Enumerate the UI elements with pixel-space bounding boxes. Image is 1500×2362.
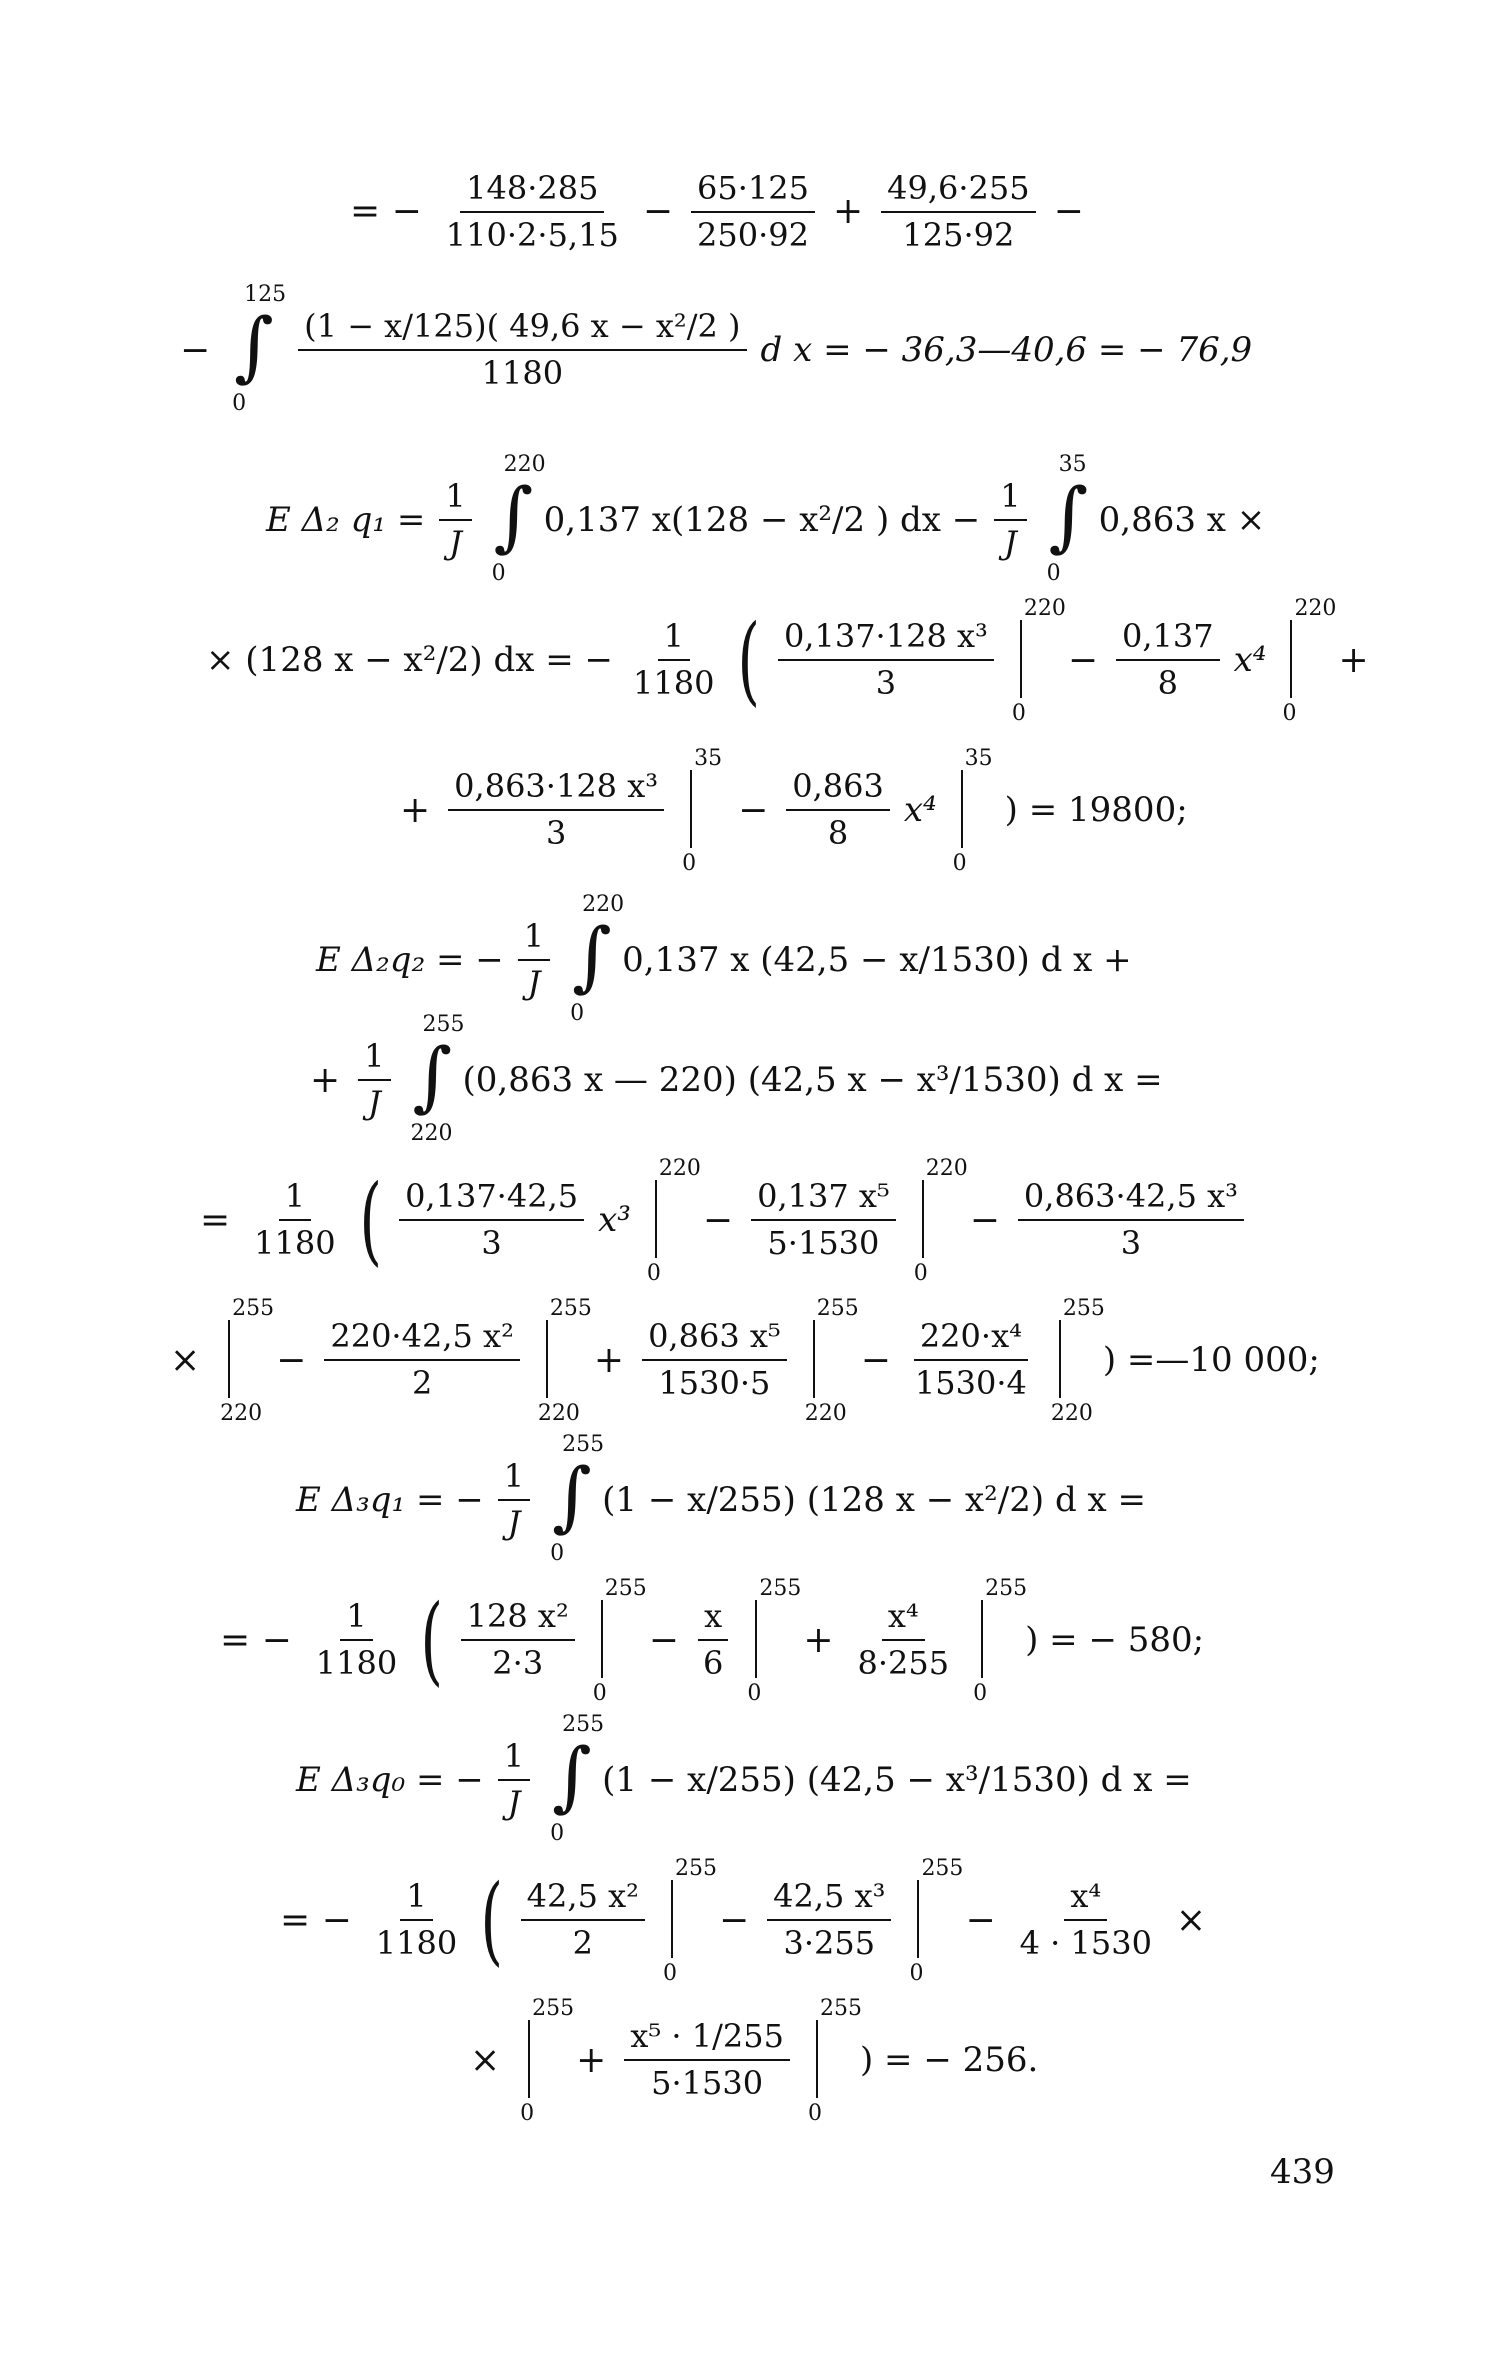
fraction: $\frac{\text{0,137·128 x³}}{3}$	[778, 618, 994, 702]
fraction: $\frac{0,137\cdot 42,5}{3}$	[399, 1178, 584, 1262]
evaluation-bar: 255 0	[662, 1856, 717, 1986]
evaluation-bar: 220 0	[1282, 596, 1337, 726]
variable: x⁴	[903, 790, 937, 830]
operator: −	[276, 1339, 307, 1381]
evaluation-bar: 255 220	[804, 1296, 859, 1426]
operator: +	[593, 1339, 625, 1381]
evaluation-bar: 255 220	[1050, 1296, 1105, 1426]
operator: +	[310, 1059, 341, 1101]
fraction: $\frac{0,863}{8}$	[786, 768, 890, 852]
integral-sign: 255 ∫ 0	[550, 1712, 605, 1846]
equation-line-4	[200, 596, 1379, 726]
lhs: E Δ₃q₁ = −	[296, 1480, 484, 1520]
fraction: $\frac{1}{J}$	[498, 1738, 530, 1822]
fraction: $\frac{\text{42,5 x³}}{3\cdot 255}$	[767, 1878, 891, 1962]
operator: −	[1067, 639, 1099, 681]
variable: x³	[598, 1200, 631, 1240]
operator: +	[576, 2039, 607, 2081]
equation-line-6	[310, 892, 1138, 1026]
result-text: d x = − 36,3—40,6 = − 76,9	[760, 330, 1253, 370]
integrand: 0,137 x(128 − x²/2 ) dx −	[543, 500, 981, 540]
fraction: $\frac{\text{(1 − x/125)( 49,6 x − x²/2 )}}{1180}$	[298, 308, 746, 392]
equation-line-10	[290, 1432, 1152, 1566]
operator: −	[738, 789, 769, 831]
operator: −	[860, 1339, 891, 1381]
left-paren: (	[359, 1164, 382, 1276]
integral-sign: 255 ∫ 0	[550, 1432, 605, 1566]
lhs: E Δ₃q₀ = −	[296, 1760, 484, 1800]
result-text: ) =—10 000;	[1102, 1340, 1320, 1380]
prefix: = −	[350, 191, 422, 233]
lhs: E Δ₂ q₁ =	[266, 500, 426, 540]
operator: +	[400, 789, 431, 831]
lhs: × (128 x − x²/2) dx = −	[206, 640, 614, 680]
equation-line-11	[210, 1576, 1210, 1706]
integral-sign: 220 ∫ 0	[570, 892, 625, 1026]
fraction: $\frac{\text{42,5 x²}}{2}$	[521, 1878, 645, 1962]
fraction: $\frac{0,137}{8}$	[1116, 618, 1220, 702]
operator: = −	[280, 1899, 352, 1941]
fraction: $\frac{x}{6}$	[697, 1598, 729, 1682]
evaluation-bar: 255 0	[909, 1856, 964, 1986]
fraction: $\frac{1}{1180}$	[315, 1597, 398, 1682]
evaluation-bar: 35 0	[682, 746, 723, 876]
fraction: $\frac{\text{x⁵ · 1/255}}{5\cdot 1530}$	[624, 2018, 790, 2102]
operator: +	[832, 191, 864, 233]
fraction: $\frac{\text{0,863·42,5 x³}}{3}$	[1018, 1178, 1244, 1262]
result-text: ) = − 580;	[1025, 1620, 1205, 1660]
fraction: $\frac{1}{1180}$	[254, 1177, 336, 1262]
equation-line-8	[190, 1156, 1252, 1286]
operator: ×	[1175, 1899, 1207, 1941]
operator: −	[969, 1199, 1000, 1241]
integrand: (1 − x/255) (128 x − x²/2) d x =	[602, 1480, 1147, 1520]
operator: = −	[220, 1619, 292, 1661]
fraction: $\frac{\text{220·42,5 x²}}{2}$	[324, 1318, 520, 1402]
evaluation-bar: 220 0	[646, 1156, 701, 1286]
fraction: $\frac{65\cdot 125}{250\cdot 92}$	[691, 170, 815, 254]
operator: −	[180, 329, 211, 371]
operator: −	[648, 1619, 679, 1661]
operator: ×	[470, 2039, 501, 2081]
evaluation-bar: 220 0	[1011, 596, 1066, 726]
integrand: 0,137 x (42,5 − x/1530) d x +	[622, 940, 1132, 980]
result-text: ) = − 256.	[859, 2040, 1039, 2080]
fraction: $\frac{\text{0,863 x⁵}}{1530\cdot 5}$	[642, 1318, 787, 1402]
evaluation-bar: 255 0	[973, 1576, 1028, 1706]
fraction: $\frac{1}{1180}$	[375, 1877, 458, 1962]
left-paren: (	[737, 604, 761, 716]
evaluation-bar: 255 0	[520, 1996, 575, 2126]
fraction: $\frac{1}{J}$	[439, 478, 471, 562]
equation-line-9	[160, 1296, 1326, 1426]
fraction: $\frac{\text{0,137 x⁵}}{5\cdot 1530}$	[751, 1178, 896, 1262]
fraction: $\frac{\text{220·x⁴}}{1530\cdot 4}$	[914, 1317, 1027, 1402]
equation-line-14	[460, 1996, 1044, 2126]
equation-line-1	[340, 170, 1094, 254]
fraction: $\frac{1}{J}$	[518, 918, 550, 1002]
integral-sign: 220 ∫ 0	[491, 452, 546, 586]
operator: −	[702, 1199, 734, 1241]
fraction: $\frac{148\cdot 285}{110\cdot 2\cdot 5,15}$	[445, 169, 619, 254]
integral-sign: 35 ∫ 0	[1046, 452, 1089, 586]
fraction: $\frac{1}{J}$	[358, 1038, 390, 1122]
left-paren: (	[420, 1584, 444, 1696]
lhs: E Δ₂q₂ = −	[316, 940, 504, 980]
operator: −	[1053, 191, 1084, 233]
fraction: $\frac{1}{1180}$	[633, 617, 715, 702]
equation-line-12	[290, 1712, 1198, 1846]
equation-line-7	[300, 1012, 1169, 1146]
variable: x⁴	[1233, 640, 1267, 680]
operator: ×	[170, 1339, 201, 1381]
integrand: (1 − x/255) (42,5 − x³/1530) d x =	[602, 1760, 1192, 1800]
operator: =	[200, 1199, 231, 1241]
operator: +	[803, 1619, 834, 1661]
fraction: $\frac{49,6\cdot 255}{125\cdot 92}$	[881, 170, 1036, 254]
integral-sign: 125 ∫ 0	[232, 282, 287, 416]
page-number: 439	[1270, 2152, 1335, 2192]
fraction: $\frac{\text{128 x²}}{2\cdot 3}$	[461, 1598, 575, 1682]
integral-sign: 255 ∫ 220	[410, 1012, 465, 1146]
fraction: $\frac{1}{J}$	[498, 1458, 530, 1542]
evaluation-bar: 255 0	[747, 1576, 802, 1706]
evaluation-bar: 220 0	[913, 1156, 968, 1286]
fraction: $\frac{1}{J}$	[994, 478, 1026, 562]
equation-line-13	[270, 1856, 1216, 1986]
fraction: $\frac{\text{x⁴}}{4 \cdot 1530}$	[1019, 1877, 1152, 1962]
fraction: $\frac{\text{x⁴}}{8\cdot 255}$	[857, 1597, 950, 1682]
evaluation-bar: 255 220	[537, 1296, 592, 1426]
equation-line-5	[390, 746, 1194, 876]
left-paren: (	[480, 1864, 504, 1976]
fraction: $\frac{\text{0,863·128 x³}}{3}$	[448, 768, 664, 852]
integrand: 0,863 x ×	[1098, 500, 1266, 540]
evaluation-bar: 255 0	[592, 1576, 647, 1706]
operator: −	[642, 191, 673, 233]
operator: +	[1338, 639, 1369, 681]
evaluation-bar: 35 0	[952, 746, 993, 876]
evaluation-bar: 255 220	[220, 1296, 275, 1426]
evaluation-bar: 255 0	[807, 1996, 862, 2126]
equation-line-2	[170, 282, 1258, 416]
result-text: ) = 19800;	[1004, 790, 1188, 830]
operator: −	[965, 1899, 996, 1941]
operator: −	[718, 1899, 750, 1941]
equation-line-3	[260, 452, 1271, 586]
integrand: (0,863 x — 220) (42,5 x − x³/1530) d x =	[462, 1060, 1163, 1100]
